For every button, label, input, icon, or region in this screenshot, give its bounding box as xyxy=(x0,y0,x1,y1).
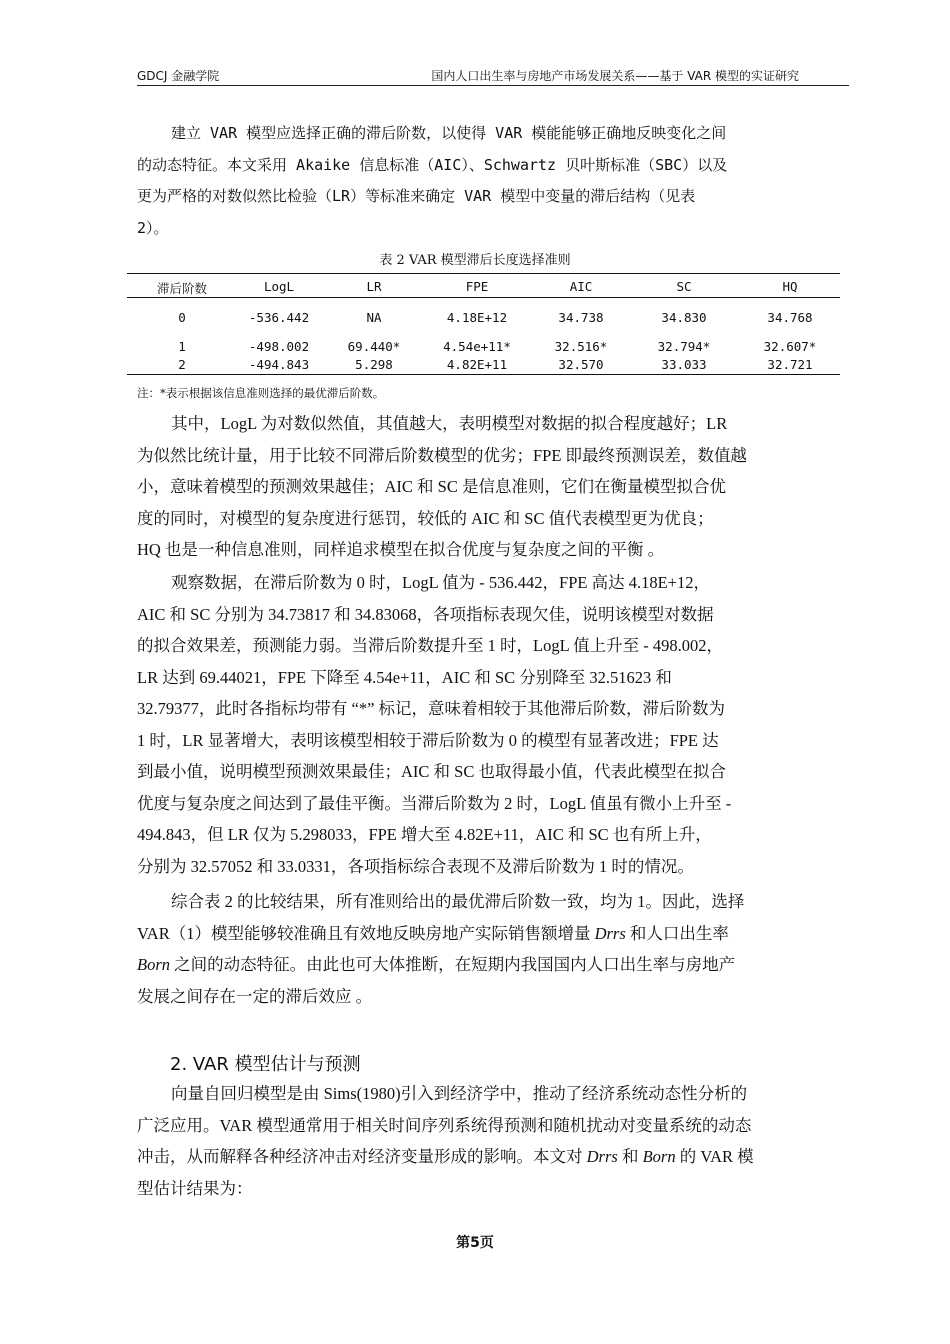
body-line: 其中，LogL 为对数似然值，其值越大，表明模型对数据的拟合程度越好；LR xyxy=(171,414,728,433)
table-header-cell: SC xyxy=(676,279,692,294)
table-caption: 表 2 VAR 模型滞后长度选择准则 xyxy=(379,253,571,268)
body-line: HQ 也是一种信息准则，同样追求模型在拟合优度与复杂度之间的平衡 。 xyxy=(137,540,665,559)
body-line: 494.843，但 LR 仅为 5.298033，FPE 增大至 4.82E+11，AIC 和 SC 也有所上升， xyxy=(137,825,712,844)
table-cell: 2 xyxy=(178,357,186,372)
intro-line: 建立 VAR 模型应选择正确的滞后阶数，以使得 VAR 模能能够正确地反映变化之间 xyxy=(171,124,727,142)
table-header-row xyxy=(127,279,840,295)
header-rule xyxy=(137,85,849,86)
body-line: LR 达到 69.44021，FPE 下降至 4.54e+11，AIC 和 SC 分别降至 32.51623 和 xyxy=(137,667,672,687)
text-span: VAR（1）模型能够较准确且有效地反映房地产实际销售额增量 xyxy=(137,923,595,943)
intro-line: 的动态特征。本文采用 Akaike 信息标准（AIC）、Schwartz 贝叶斯标准（SBC）以及 xyxy=(137,155,728,174)
body-line: 到最小值，说明模型预测效果最佳；AIC 和 SC 也取得最小值，代表此模型在拟合 xyxy=(137,762,726,781)
table-bottom-rule xyxy=(127,374,840,375)
page-number: 第5页 xyxy=(456,1235,494,1251)
table-cell: 69.440* xyxy=(347,339,401,354)
paragraph-metrics xyxy=(137,408,850,566)
intro-line: 2）。 xyxy=(137,218,169,237)
table-head-rule xyxy=(127,297,840,298)
table-header-cell: AIC xyxy=(569,279,593,294)
table-header-cell: HQ xyxy=(782,279,798,294)
table-cell: -498.002 xyxy=(248,339,310,354)
body-line: 向量自回归模型是由 Sims(1980)引入到经济学中，推动了经济系统动态性分析的 xyxy=(171,1084,748,1103)
table-cell: 1 xyxy=(178,339,186,354)
table-cell: NA xyxy=(366,310,382,325)
table-cell: 4.54e+11* xyxy=(443,339,511,354)
table-cell: 32.721 xyxy=(767,357,813,372)
table-cell: 34.830 xyxy=(661,310,707,325)
body-line: 优度与复杂度之间达到了最佳平衡。当滞后阶数为 2 时，LogL 值虽有微小上升至 - xyxy=(137,793,732,813)
body-line: 32.79377，此时各指标均带有 “*” 标记，意味着相较于其他滞后阶数，滞后阶数为 xyxy=(137,699,726,718)
intro-line: 更为严格的对数似然比检验（LR）等标准来确定 VAR 模型中变量的滞后结构（见表 xyxy=(137,187,696,205)
table-cell: 33.033 xyxy=(661,357,707,372)
body-line: 小，意味着模型的预测效果越佳；AIC 和 SC 是信息准则，它们在衡量模型拟合优 xyxy=(137,477,726,496)
body-line: 发展之间存在一定的滞后效应 。 xyxy=(137,986,373,1006)
variable-drrs: Drrs xyxy=(586,1147,618,1166)
body-line: 1 时，LR 显著增大，表明该模型相较于滞后阶数为 0 的模型有显著改进；FPE 达 xyxy=(137,730,719,750)
table-top-rule xyxy=(127,273,840,274)
table-cell: 32.570 xyxy=(558,357,604,372)
body-line: 分别为 32.57052 和 33.0331，各项指标综合表现不及滞后阶数为 1 时的情况。 xyxy=(137,856,694,876)
table-row xyxy=(127,310,840,326)
body-line: 广泛应用。VAR 模型通常用于相关时间序列系统得预测和随机扰动对变量系统的动态 xyxy=(137,1115,752,1135)
variable-born: Born xyxy=(642,1147,676,1166)
table-header-cell: LR xyxy=(366,279,382,294)
table-header-cell: 滞后阶数 xyxy=(156,281,207,296)
table-note: 注：*表示根据该信息准则选择的最优滞后阶数。 xyxy=(137,386,385,400)
table-cell: -536.442 xyxy=(248,310,310,325)
table-cell: 32.794* xyxy=(657,339,711,354)
body-line: 观察数据，在滞后阶数为 0 时，LogL 值为 - 536.442，FPE 高达 4.18E+12， xyxy=(171,573,710,592)
body-line: 综合表 2 的比较结果，所有准则给出的最优滞后阶数一致，均为 1。因此，选择 xyxy=(171,892,745,911)
table-cell: 34.738 xyxy=(558,310,604,325)
body-line: 的拟合效果差，预测能力弱。当滞后阶数提升至 1 时，LogL 值上升至 - 498.002， xyxy=(137,636,724,655)
body-line xyxy=(137,949,850,981)
table-row xyxy=(127,339,840,355)
table-cell: 4.82E+11 xyxy=(446,357,508,372)
text-span: 和 xyxy=(617,1147,643,1166)
body-line xyxy=(137,1141,850,1173)
text-span: 和人口出生率 xyxy=(625,923,729,943)
body-line xyxy=(137,918,850,950)
running-header xyxy=(137,67,849,85)
text-span: 冲击，从而解释各种经济冲击对经济变量形成的影响。本文对 xyxy=(137,1147,587,1166)
table-cell: 32.607* xyxy=(763,339,817,354)
paragraph-conclusion xyxy=(137,886,850,1012)
text-span: 的 VAR 模 xyxy=(675,1147,754,1166)
body-line: AIC 和 SC 分别为 34.73817 和 34.83068，各项指标表现欠佳，说明该模型对数据 xyxy=(137,604,714,624)
table-header-cell: LogL xyxy=(263,279,295,294)
table-cell: 34.768 xyxy=(767,310,813,325)
text-span: 之间的动态特征。由此也可大体推断，在短期内我国国内人口出生率与房地产 xyxy=(170,955,736,974)
table-cell: 4.18E+12 xyxy=(446,310,508,325)
table-cell: 32.516* xyxy=(554,339,608,354)
body-line: 度的同时，对模型的复杂度进行惩罚，较低的 AIC 和 SC 值代表模型更为优良； xyxy=(137,508,714,528)
table-row xyxy=(127,357,840,373)
body-line: 为似然比统计量，用于比较不同滞后阶数模型的优劣；FPE 即最终预测误差，数值越 xyxy=(137,445,748,465)
table-cell: -494.843 xyxy=(248,357,310,372)
variable-born: Born xyxy=(137,955,170,974)
intro-paragraph xyxy=(137,118,850,244)
table-cell: 0 xyxy=(178,310,186,325)
body-line: 型估计结果为： xyxy=(137,1178,253,1198)
header-left: GDCJ 金融学院 xyxy=(137,69,220,83)
paragraph-var-estimation xyxy=(137,1078,850,1204)
header-right: 国内人口出生率与房地产市场发展关系——基于 VAR 模型的实证研究 xyxy=(431,69,799,83)
table-header-cell: FPE xyxy=(465,279,489,294)
section-heading: 2. VAR 模型估计与预测 xyxy=(170,1054,361,1075)
paragraph-observation xyxy=(137,567,850,882)
variable-drrs: Drrs xyxy=(594,923,626,943)
table-cell: 5.298 xyxy=(355,357,393,372)
